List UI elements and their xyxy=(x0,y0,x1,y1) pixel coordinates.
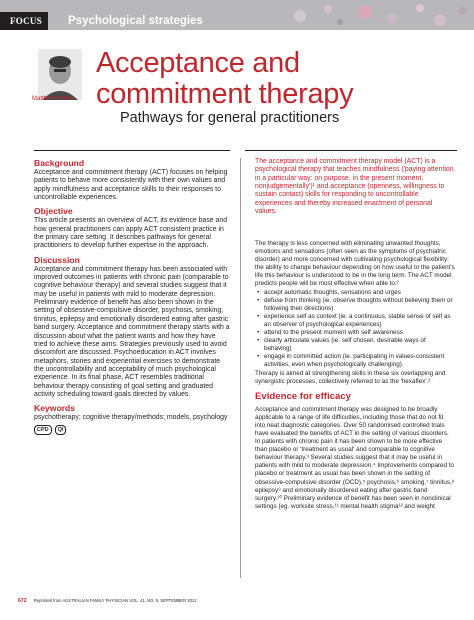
list-item: • defuse from thinking (ie. observe thoughts without believing them or following their directions) xyxy=(255,297,455,313)
list-item: • engage in committed action (ie. participating in values-consistent activities, even when psychologically challenging). xyxy=(255,353,455,369)
cpd-badge: CPD xyxy=(34,425,52,435)
list-item: • experience self as context (ie. a continuous, stable sense of self as an observer of psychological experiences) xyxy=(255,313,455,329)
left-column-rule xyxy=(34,150,230,151)
keywords-heading: Keywords xyxy=(34,403,76,414)
badges xyxy=(34,425,230,435)
section-title: Psychological strategies xyxy=(68,15,203,27)
intro-paragraph: The therapy is less concerned with eliminating unwanted thoughts, emotions and sensations (often seen as the symptoms of psychiatric disorder) and more concerned with cultivating psychological flexibility: the ability to change behaviour depending on how useful to the patient's life this behaviour is understood to be in the long term. The ACT model predicts people will be most effective when able to:² xyxy=(255,240,455,288)
author-name: Matthew Smout xyxy=(32,96,74,102)
discussion-heading: Discussion xyxy=(34,254,80,265)
pull-quote: The acceptance and commitment therapy model (ACT) is a psychological therapy that teaches mindfulness ('paying attention in a particular way: on purpose, in the present moment, nonjudgementally')¹ and acceptance (openness, willingness to sustain contact) skills for responding to uncontrollable experiences and thereby increased enactment of personal values. xyxy=(255,158,454,216)
author-photo xyxy=(38,49,82,100)
bullet-list xyxy=(255,289,455,370)
column-divider xyxy=(240,158,241,578)
discussion-text: Acceptance and commitment therapy has been associated with improved outcomes in patients with chronic pain (comparable to cognitive behaviour therapy) and several studies suggest that it may be useful in patients with mild to moderate depression. Preliminary evidence of benefit has also been shown in the setting of obsessive-compulsive disorder, psychosis, smoking, tinnitus, epilepsy and emotionally disordered eating after gastric band surgery. Acceptance and commitment therapy starts with a discussion about what the patient wants and how they have tried to achieve these aims. Strategies previously used to avoid discomfort are discussed. Psychoeducation in ACT involves metaphors, stories and experiential exercises to demonstrate the uncontrollability and acceptability of much psychological experience. In its final phase, ACT resembles traditional behaviour therapy consisting of goal setting and graduated activity scheduling toward goals directed by values. xyxy=(34,265,230,398)
list-item: • accept automatic thoughts, sensations and urges xyxy=(255,289,455,297)
objective-heading: Objective xyxy=(34,206,73,217)
article-title-line-2: commitment therapy xyxy=(96,78,354,110)
list-item: • attend to the present moment with self awareness xyxy=(255,329,455,337)
right-column-rule xyxy=(245,150,457,151)
citation-text: Reprinted from AUSTRALIAN FAMILY PHYSICIAN VOL. 41, NO. 9, SEPTEMBER 2012 xyxy=(33,598,197,603)
hexaflex-paragraph: Therapy is aimed at strengthening skills in these six overlapping and synergistic processes, collectively referred to as the 'hexaflex'.² xyxy=(255,369,446,385)
list-item: • clearly articulate values (ie. self chosen, desirable ways of behaving) xyxy=(255,337,455,353)
evidence-heading: Evidence for efficacy xyxy=(255,390,351,402)
objective-text: This article presents an overview of ACT, its evidence base and how general practitioners can apply ACT consistent practice in the primary care setting. It describes pathways for general practitioners to develop further expertise in the approach. xyxy=(34,217,228,250)
page-footer xyxy=(18,598,197,604)
qi-badge: QI xyxy=(55,425,67,435)
background-heading: Background xyxy=(34,158,85,168)
decorative-pattern-icon xyxy=(270,0,474,30)
evidence-paragraph: Acceptance and commitment therapy was designed to be broadly applicable to a range of life difficulties, including those that do not fit into neat diagnostic categories. Over 50 randomised controlled trials have evaluated the benefits of ACT in the setting of various disorders. In patients with chronic pain it has been shown to be more effective than placebo or 'treatment as usual' and comparable to cognitive behaviour therapy.³ Several studies suggest that it may be useful in patients with mild to moderate depression.⁴ Improvements compared to placebo or treatment as usual has been shown in the setting of obsessive-compulsive disorder (OCD),⁵ psychosis,⁶ smoking,⁷ tinnitus,⁸ epilepsy⁹ and emotionally disordered eating after gastric band surgery.¹⁰ Preliminary evidence of benefit has been seen in nonclinical settings (eg. worksite stress,¹¹ mental health stigma¹² and weight xyxy=(255,405,455,510)
page-number: 672 xyxy=(18,598,27,604)
article-title-line-1: Acceptance and xyxy=(96,47,300,79)
abstract-column xyxy=(34,158,230,435)
article-title xyxy=(96,48,353,110)
focus-tag: FOCUS xyxy=(0,12,48,30)
article-subtitle: Pathways for general practitioners xyxy=(120,110,340,126)
keywords-text: psychotherapy; cognitive therapy/methods; models, psychology xyxy=(34,414,228,422)
background-text: Acceptance and commitment therapy (ACT) focuses on helping patients to behave more consistently with their own values and apply mindfulness and acceptance skills to their responses to uncontrollable experiences. xyxy=(34,169,228,202)
body-column xyxy=(255,240,455,511)
